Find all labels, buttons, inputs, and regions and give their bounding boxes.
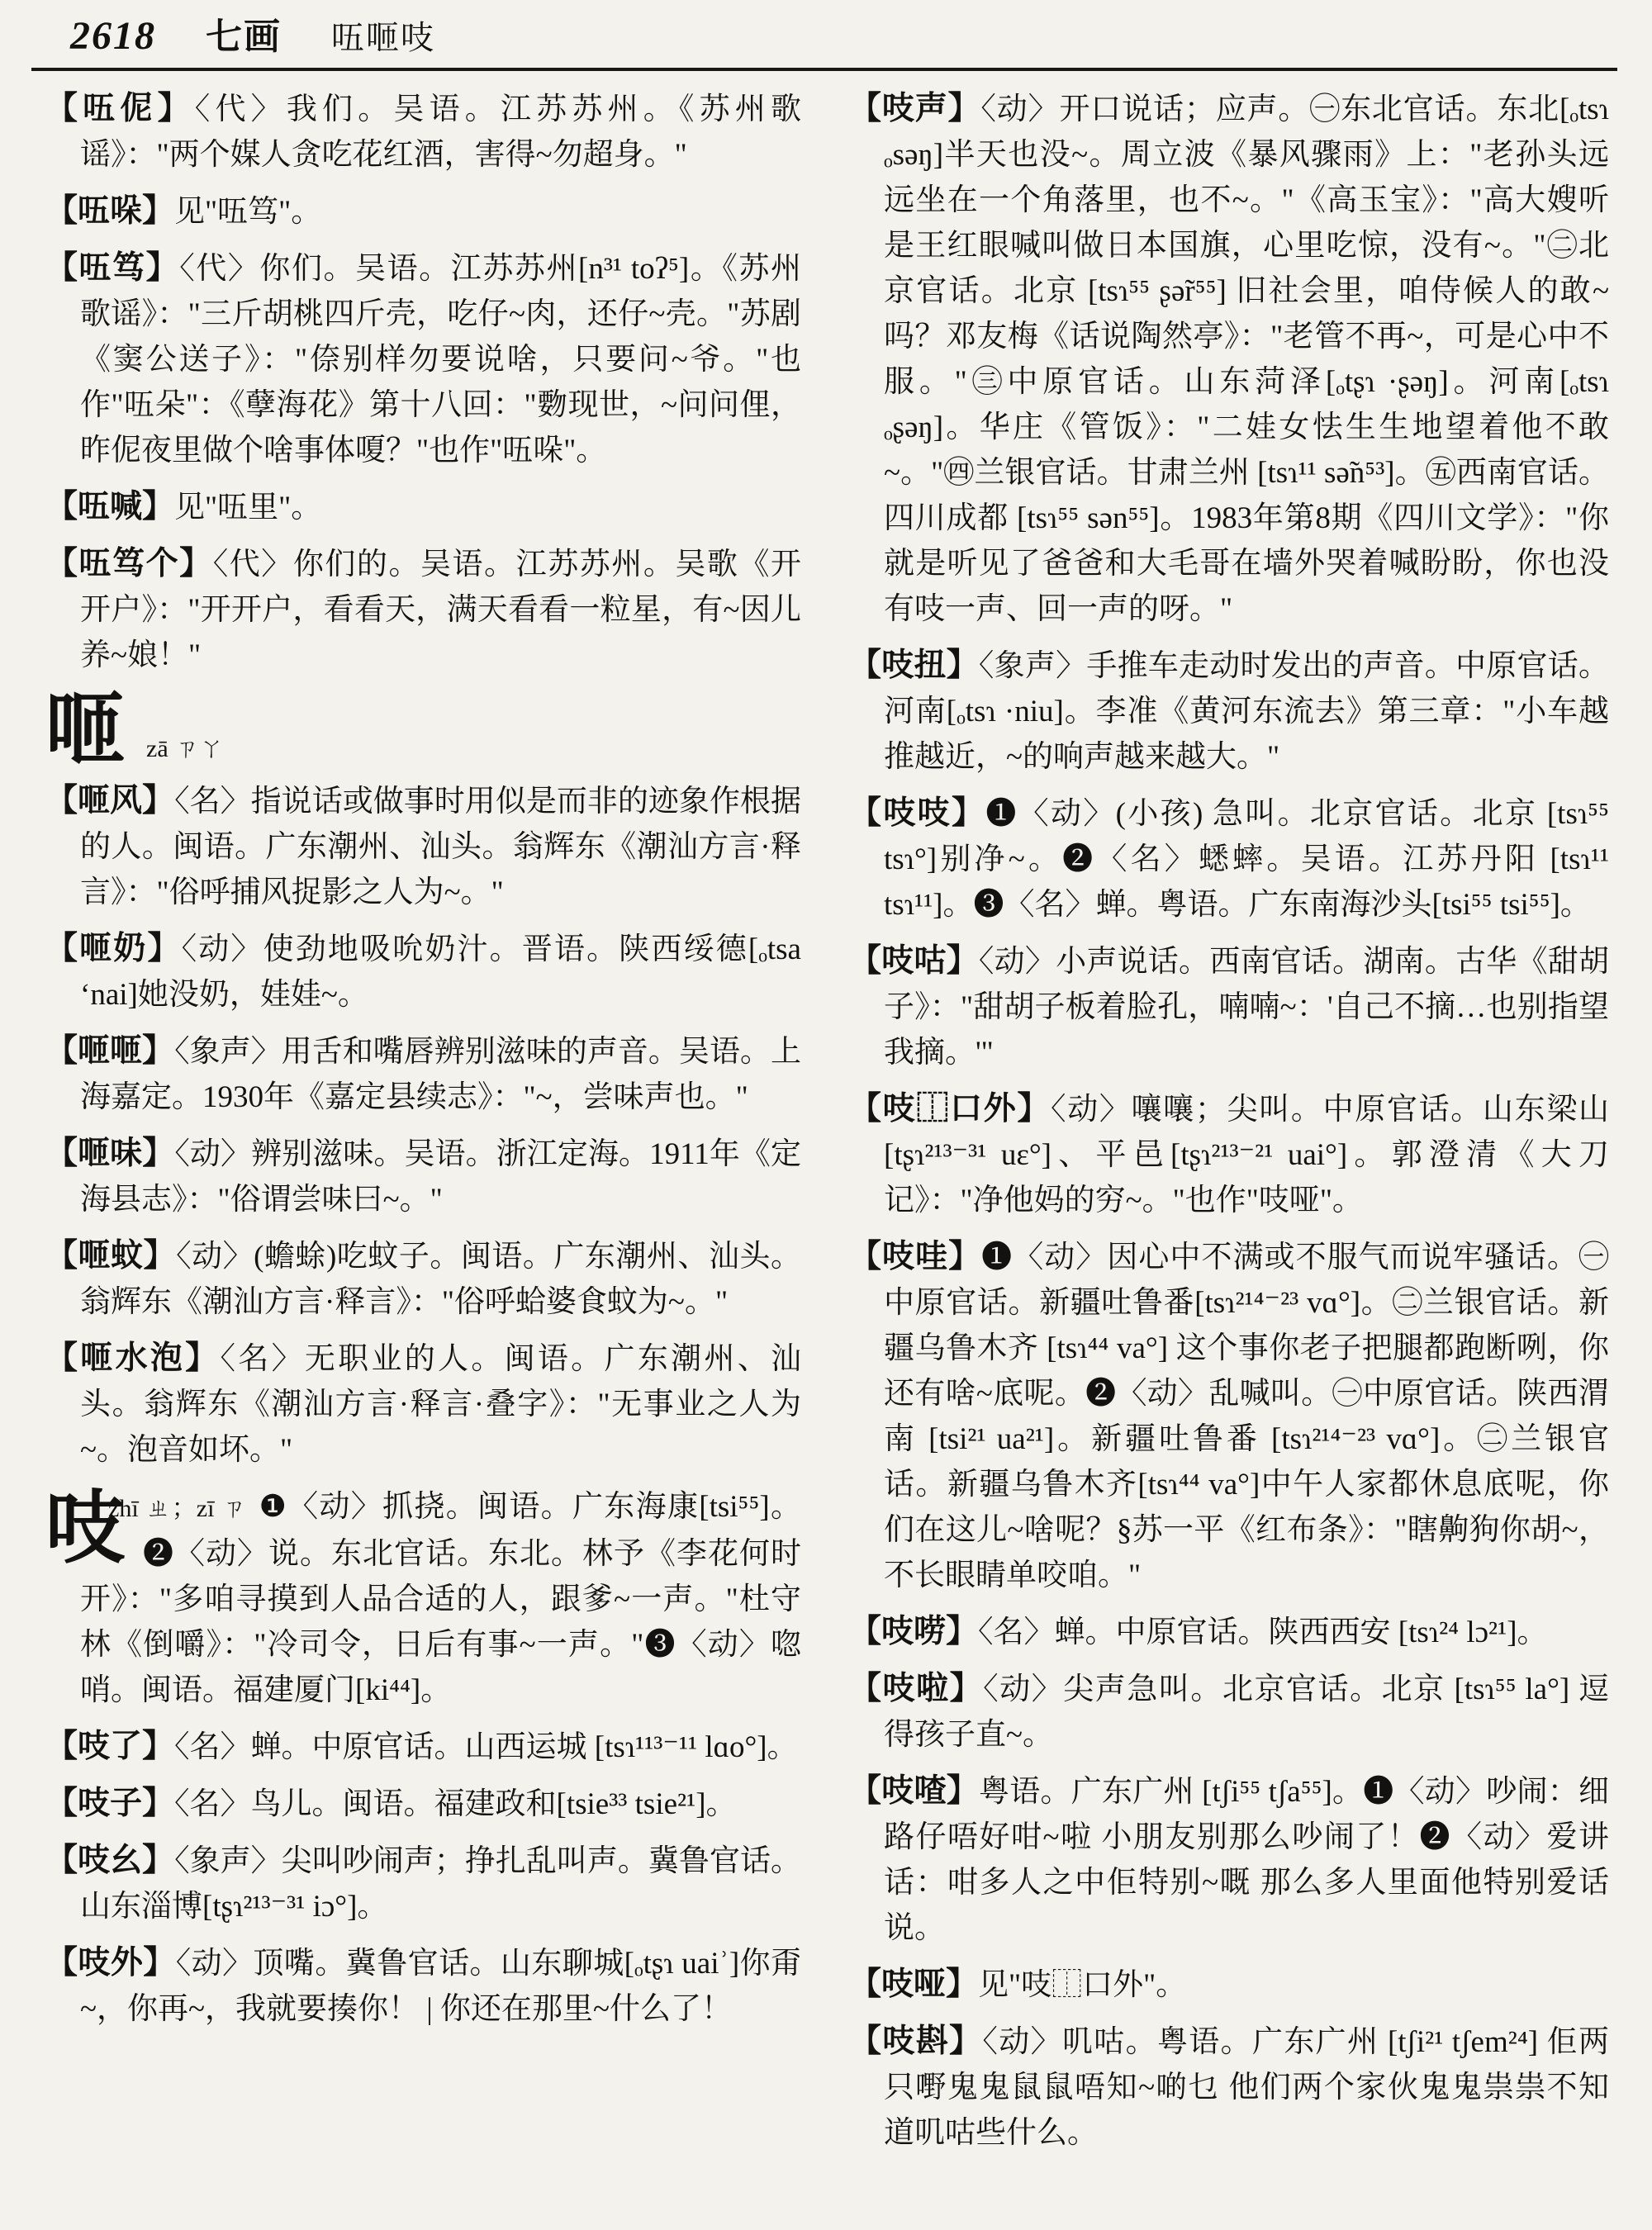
dictionary-entry xyxy=(849,643,1609,780)
page-number: 2618 xyxy=(70,14,156,58)
entry-headword: 【㕶伲】 xyxy=(45,91,195,126)
entry-headword: 【吱子】 xyxy=(45,1786,175,1821)
entry-headword: 【吱喳】 xyxy=(849,1773,979,1809)
entry-body: ❶〈动〉(小孩) 急叫。北京官话。北京 [tsɿ⁵⁵ tsɿ°]别净~。❷〈名〉蟋蟀。吴语。江苏丹阳 [tsɿ¹¹ tsɿ¹¹]。❸〈名〉蝉。粤语。广东南海沙头[tsi⁵⁵ tsi⁵⁵]。 xyxy=(884,797,1609,922)
dictionary-entry xyxy=(849,790,1609,928)
dictionary-entry xyxy=(45,1940,801,2032)
entry-headword: 【咂味】 xyxy=(45,1136,175,1171)
header-characters: 㕶咂吱 xyxy=(331,19,435,56)
dictionary-entry xyxy=(849,1086,1609,1223)
dictionary-entry xyxy=(45,484,801,530)
dictionary-entry xyxy=(45,1131,801,1222)
dictionary-entry xyxy=(45,926,801,1018)
dictionary-entry xyxy=(45,86,801,178)
entry-body: 粤语。广东广州 [tʃi⁵⁵ tʃa⁵⁵]。❶〈动〉吵闹：细路仔唔好咁~啦 小朋友别那么吵闹了！❷〈动〉爱讲话：咁多人之中佢特别~嘅 那么多人里面他特别爱话说。 xyxy=(884,1775,1609,1945)
dictionary-entry xyxy=(45,188,801,235)
entry-body: 〈象声〉尖叫吵闹声；挣扎乱叫声。冀鲁官话。山东淄博[tʂɿ²¹³⁻³¹ iɔ°]。 xyxy=(80,1844,801,1924)
entry-headword: 【咂风】 xyxy=(45,783,175,818)
dictionary-entry xyxy=(45,245,801,473)
dictionary-entry xyxy=(849,2019,1609,2156)
dictionary-entry xyxy=(45,1781,801,1827)
entry-body: 见"㕶里"。 xyxy=(174,491,322,524)
left-column xyxy=(45,86,801,2217)
entry-body: 〈动〉使劲地吸吮奶汁。晋语。陕西绥德[ₒtsa ʻnai]她没奶，娃娃~。 xyxy=(80,932,801,1012)
entry-headword: 【吱吱】 xyxy=(849,795,986,831)
entry-body: 〈动〉(蟾蜍)吃蚊子。闽语。广东潮州、汕头。翁辉东《潮汕方言·释言》："俗呼蛤婆食蚊为~。" xyxy=(80,1240,801,1319)
entry-headword: 【吱哑】 xyxy=(849,1967,979,2002)
head-character-body: ❶〈动〉抓挠。闽语。广东海康[tsi⁵⁵]。❷〈动〉说。东北官话。东北。林予《李花何时开》："多咱寻摸到人品合适的人，跟爹~一声。"杜守林《倒嚼》："冷司令，日后有事~一声。"❸〈动〉唿哨。闽语。福建厦门[ki⁴⁴]。 xyxy=(80,1490,801,1707)
dictionary-entry xyxy=(45,778,801,915)
entry-headword: 【㕶哚】 xyxy=(45,193,175,229)
dictionary-entry xyxy=(45,1028,801,1120)
dictionary-entry xyxy=(849,938,1609,1075)
dictionary-entry xyxy=(45,1838,801,1929)
dictionary-entry xyxy=(849,1609,1609,1655)
entry-body: 〈代〉你们。吴语。江苏苏州[n³¹ toʔ⁵]。《苏州歌谣》："三斤胡桃四斤壳，吃仔~肉，还仔~壳。"苏剧《窦公送子》："倷别样勿要说啥，只要问~爷。"也作"㕶朵"：《孽海花》第十八回："覅现世，~问问俚，昨伲夜里做个啥事体嗄？"也作"㕶哚"。 xyxy=(80,252,801,467)
entry-body: 〈名〉指说话或做事时用似是而非的迹象作根据的人。闽语。广东潮州、汕头。翁辉东《潮汕方言·释言》："俗呼捕风捉影之人为~。" xyxy=(80,785,801,909)
entry-body: 〈动〉尖声急叫。北京官话。北京 [tsɿ⁵⁵ la°] 逗得孩子直~。 xyxy=(884,1672,1609,1752)
head-character-pronunciation: zhī ㄓ；zī ㄗ xyxy=(108,1495,248,1522)
entry-body: 见"吱⿰口外"。 xyxy=(978,1968,1187,2002)
head-character-section-za xyxy=(45,686,801,774)
entry-headword: 【㕶喊】 xyxy=(45,489,175,524)
head-character-pronunciation: zā ㄗㄚ xyxy=(146,735,225,762)
right-column xyxy=(849,86,1609,2217)
stroke-section-label: 七画 xyxy=(206,17,282,57)
entry-body: 〈名〉蝉。中原官话。山西运城 [tsɿ¹¹³⁻¹¹ lɑo°]。 xyxy=(174,1730,798,1764)
entry-body: 〈动〉顶嘴。冀鲁官话。山东聊城[ₒtʂɿ uaiʾ]你甭~，你再~，我就要揍你！ | 你还在那里~什么了！ xyxy=(80,1947,801,2026)
entry-body: 〈动〉叽咕。粤语。广东广州 [tʃi²¹ tʃem²⁴] 佢两只嘢鬼鬼鼠鼠唔知~啲乜 他们两个家伙鬼鬼祟祟不知道叽咕些什么。 xyxy=(884,2025,1609,2150)
entry-body: 〈动〉嚷嚷；尖叫。中原官话。山东梁山[tʂɿ²¹³⁻³¹ uɛ°]、平邑[tʂɿ²¹³⁻²¹ uai°]。郭澄清《大刀记》："净他妈的穷~。"也作"吱哑"。 xyxy=(884,1093,1609,1217)
entry-headword: 【吱斟】 xyxy=(849,2024,983,2059)
head-character: 咂 xyxy=(45,686,125,774)
entry-body: 〈象声〉用舌和嘴唇辨别滋味的声音。吴语。上海嘉定。1930年《嘉定县续志》："~，尝味声也。" xyxy=(80,1035,801,1114)
entry-headword: 【咂咂】 xyxy=(45,1033,175,1069)
entry-headword: 【吱外】 xyxy=(45,1945,176,1981)
entry-headword: 【咂水泡】 xyxy=(45,1340,221,1376)
entry-headword: 【吱声】 xyxy=(849,91,981,126)
dictionary-entry xyxy=(45,1724,801,1770)
entry-body: 〈动〉小声说话。西南官话。湖南。古华《甜胡子》："甜胡子板着脸孔，喃喃~：'自己不摘…也别指望我摘。'" xyxy=(884,945,1609,1070)
page-header xyxy=(70,7,435,59)
entry-headword: 【吱唠】 xyxy=(849,1614,979,1649)
dictionary-entry xyxy=(849,1666,1609,1758)
entry-headword: 【咂奶】 xyxy=(45,931,182,966)
entry-headword: 【吱哇】 xyxy=(849,1239,982,1274)
entry-headword: 【吱了】 xyxy=(45,1729,175,1764)
dictionary-entry xyxy=(849,1768,1609,1951)
dictionary-entry xyxy=(45,541,801,678)
head-character: 吱 xyxy=(45,1484,125,1573)
entry-body: 〈象声〉手推车走动时发出的声音。中原官话。河南[ₒtsɿ ·niu]。李准《黄河东流去》第三章："小车越推越近，~的响声越来越大。" xyxy=(884,649,1609,774)
dictionary-entry xyxy=(849,1234,1609,1598)
entry-body: 见"㕶笃"。 xyxy=(174,195,322,229)
head-character-section-zhi xyxy=(45,1484,801,1713)
header-rule xyxy=(31,68,1617,71)
entry-headword: 【吱啦】 xyxy=(849,1671,984,1706)
entry-body: 〈代〉你们的。吴语。江苏苏州。吴歌《开开户》："开开户，看看天，满天看看一粒星，有~因儿养~娘！" xyxy=(80,548,801,672)
entry-headword: 【咂蚊】 xyxy=(45,1238,177,1274)
entry-body: 〈动〉辨别滋味。吴语。浙江定海。1911年《定海县志》："俗谓尝味曰~。" xyxy=(80,1137,801,1217)
entry-headword: 【吱咕】 xyxy=(849,943,979,979)
entry-headword: 【吱⿰口外】 xyxy=(849,1091,1051,1127)
entry-body: 〈名〉鸟儿。闽语。福建政和[tsie³³ tsie²¹]。 xyxy=(174,1787,737,1821)
entry-headword: 【㕶笃个】 xyxy=(45,546,213,581)
dictionary-entry xyxy=(849,86,1609,632)
dictionary-entry xyxy=(849,1962,1609,2008)
entry-body: ❶〈动〉因心中不满或不服气而说牢骚话。㊀中原官话。新疆吐鲁番[tsɿ²¹⁴⁻²³ vɑ°]。㊁兰银官话。新疆乌鲁木齐 [tsɿ⁴⁴ va°] 这个事你老子把腿都跑断咧，你还有啥~底呢。❷〈动〉乱喊叫。㊀中原官话。陕西渭南 [tsi²¹ ua²¹]。新疆吐鲁番 [tsɿ²¹⁴⁻²³ vɑ°]。㊁兰银官话。新疆乌鲁木齐[tsɿ⁴⁴ va°]中午人家都休息底呢，你们在这儿~啥呢？§苏一平《红布条》："瞎齁狗你胡~，不长眼睛单咬咱。" xyxy=(884,1241,1609,1592)
entry-body: 〈名〉无职业的人。闽语。广东潮州、汕头。翁辉东《潮汕方言·释言·叠字》："无事业之人为~。泡音如坏。" xyxy=(80,1342,801,1467)
dictionary-entry xyxy=(45,1233,801,1325)
dictionary-entry xyxy=(45,1336,801,1473)
entry-headword: 【吱幺】 xyxy=(45,1843,175,1878)
entry-headword: 【吱扭】 xyxy=(849,648,979,683)
entry-body: 〈名〉蝉。中原官话。陕西西安 [tsɿ²⁴ lɔ²¹]。 xyxy=(978,1616,1548,1649)
entry-headword: 【㕶笃】 xyxy=(45,250,180,286)
entry-body: 〈动〉开口说话；应声。㊀东北官话。东北[ₒtsɿ ₒsəŋ]半天也没~。周立波《暴风骤雨》上："老孙头远远坐在一个角落里，也不~。"《高玉宝》："高大嫂听是王红眼喊叫做日本国旗，心里吃惊，没有~。"㊁北京官话。北京 [tsɿ⁵⁵ ʂə̃r⁵⁵] 旧社会里，咱侍候人的敢~吗？邓友梅《话说陶然亭》："老管不再~，可是心中不服。"㊂中原官话。山东菏泽[ₒtʂɿ ·ʂəŋ]。河南[ₒtsɿ ₒʂəŋ]。华庄《管饭》："二娃女怯生生地望着他不敢~。"㊃兰银官话。甘肃兰州 [tsɿ¹¹ sə̃n⁵³]。㊄西南官话。四川成都 [tsɿ⁵⁵ sən⁵⁵]。1983年第8期《四川文学》："你就是听见了爸爸和大毛哥在墙外哭着喊盼盼，你也没有吱一声、回一声的呀。" xyxy=(884,93,1609,626)
entry-body: 〈代〉我们。吴语。江苏苏州。《苏州歌谣》："两个媒人贪吃花红酒，害得~勿超身。" xyxy=(80,93,801,172)
